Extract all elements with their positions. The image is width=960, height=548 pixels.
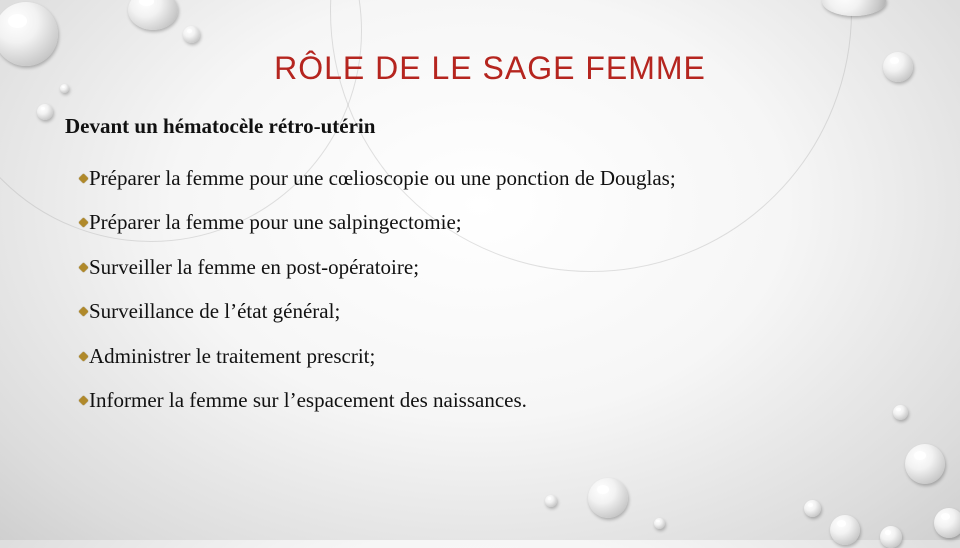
diamond-bullet-icon [79, 307, 89, 317]
water-droplet [934, 508, 960, 538]
bullet-item [80, 245, 676, 290]
water-droplet [545, 495, 557, 507]
bullet-item [80, 156, 676, 201]
water-droplet [588, 478, 628, 518]
bullet-text: Administrer le traitement prescrit; [89, 343, 376, 368]
water-droplet [905, 444, 945, 484]
bullet-item [80, 379, 676, 424]
diamond-bullet-icon [79, 173, 89, 183]
bullet-list [80, 156, 676, 423]
water-droplet [893, 405, 908, 420]
bullet-text: Surveillance de l’état général; [89, 299, 341, 324]
diamond-bullet-icon [79, 396, 89, 406]
bullet-text: Surveiller la femme en post-opératoire; [89, 254, 420, 279]
slide-subtitle: Devant un hématocèle rétro-utérin [65, 114, 376, 138]
diamond-bullet-icon [79, 351, 89, 361]
water-droplet [37, 104, 53, 120]
water-droplet [654, 518, 665, 529]
bullet-item [80, 290, 676, 335]
bullet-text: Préparer la femme pour une cœlioscopie ou une ponction de Douglas; [89, 165, 676, 190]
slide-title: RÔLE DE LE SAGE FEMME [274, 50, 706, 86]
bullet-text: Informer la femme sur l’espacement des naissances. [89, 388, 527, 413]
diamond-bullet-icon [79, 218, 89, 228]
water-droplet [183, 26, 200, 43]
water-droplet [880, 526, 902, 548]
bullet-text: Préparer la femme pour une salpingectomie; [89, 210, 462, 235]
bullet-item [80, 201, 676, 246]
bullet-item [80, 334, 676, 379]
water-droplet [830, 515, 860, 545]
water-droplet [804, 500, 821, 517]
diamond-bullet-icon [79, 262, 89, 272]
